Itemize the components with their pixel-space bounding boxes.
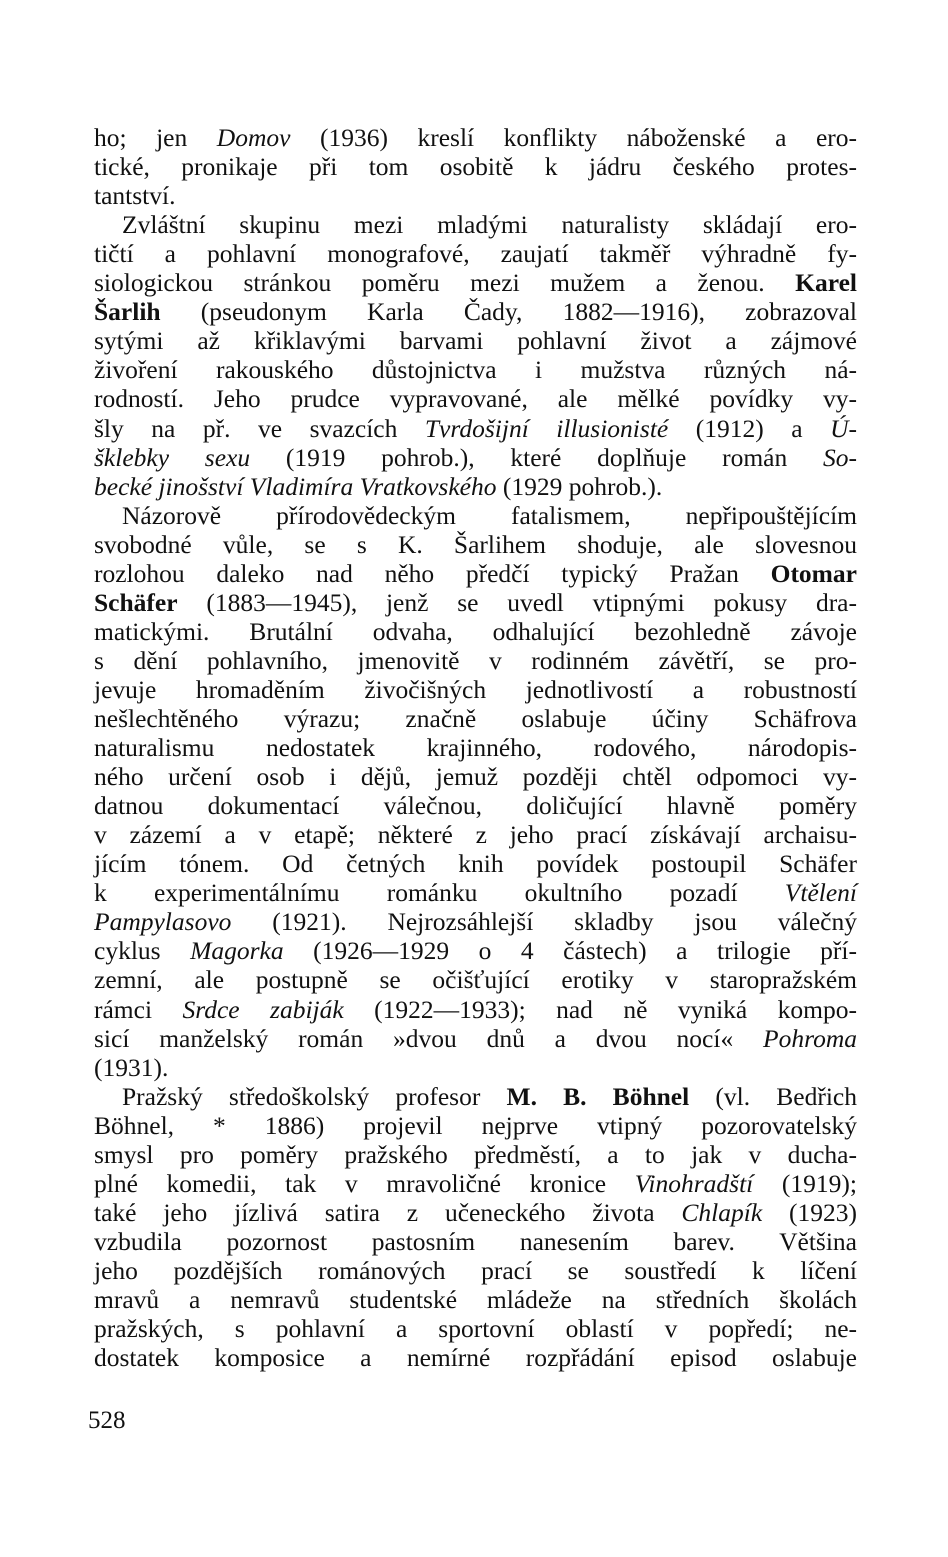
- text-run: sytými až křiklavými barvami pohlavní život a zájmové: [94, 326, 857, 356]
- text-run: (1936) kreslí konflikty náboženské a ero-: [290, 123, 857, 152]
- italic-title: Chlapík: [681, 1197, 763, 1227]
- italic-title: šklebky sexu: [94, 442, 251, 472]
- text-line: [94, 325, 857, 357]
- text-run: rodností. Jeho prudce vypravované, ale mělké povídky vy-: [94, 384, 857, 414]
- text-line: [94, 1139, 857, 1171]
- text-run: cyklus: [94, 936, 191, 966]
- text-line: [94, 1342, 857, 1374]
- text-line: [94, 122, 857, 154]
- page-number: 528: [88, 1407, 126, 1434]
- italic-title: Magorka: [190, 936, 284, 966]
- text-line: [94, 442, 857, 474]
- text-run: zemní, ale postupně se očišťující erotiky v staropražském: [94, 965, 857, 995]
- text-line: [94, 819, 857, 851]
- text-line: [122, 209, 857, 241]
- text-run: jícím tónem. Od četných knih povídek postoupil Schäfer: [94, 849, 857, 879]
- text-line: [94, 1255, 857, 1287]
- text-line: [94, 1023, 857, 1055]
- text-line: [94, 964, 857, 996]
- text-line: [94, 383, 857, 415]
- text-line: [94, 413, 857, 445]
- text-line: [94, 1197, 857, 1229]
- italic-title: Pampylasovo: [94, 907, 232, 937]
- text-line: [94, 1226, 857, 1258]
- text-run: smysl pro poměry pražského předměstí, a to jak v ducha-: [94, 1139, 857, 1169]
- italic-title: Ú-: [830, 413, 857, 443]
- text-line: [122, 500, 857, 532]
- text-line: [94, 587, 857, 619]
- text-run: Böhnel, * 1886) projevil nejprve vtipný pozorovatelský: [94, 1110, 857, 1140]
- italic-title: Vtělení: [784, 878, 857, 908]
- text-line: [94, 558, 857, 590]
- text-run: tičtí a pohlavní monografové, zaujatí takměř výhradně fy-: [94, 239, 857, 269]
- text-run: rámci: [94, 994, 183, 1024]
- text-line: [94, 354, 857, 386]
- italic-title: Vinohradští: [634, 1168, 754, 1198]
- text-run: ho; jen: [94, 123, 217, 152]
- text-run: jevuje hromaděním živočišných jednotlivostí a robustností: [94, 674, 857, 704]
- text-run: v zázemí a v etapě; některé z jeho prací získávají archaisu-: [94, 820, 857, 850]
- text-line: [94, 732, 857, 764]
- text-run: (1919 pohrob.), které doplňuje román: [250, 442, 823, 472]
- text-run: (vl. Bedřich: [689, 1081, 857, 1111]
- text-run: tické, pronikaje při tom osobitě k jádru českého protes-: [94, 152, 857, 182]
- text-line: [94, 1110, 857, 1142]
- text-run: Zvláštní skupinu mezi mladými naturalisty skládají ero-: [122, 210, 857, 240]
- text-run: (1931).: [94, 1052, 169, 1082]
- text-line: [94, 877, 857, 909]
- text-run: (1919);: [753, 1168, 857, 1198]
- text-line: [94, 761, 857, 793]
- text-run: siologickou stránkou poměru mezi mužem a ženou.: [94, 268, 796, 298]
- text-run: (1912) a: [668, 413, 831, 443]
- text-line: [94, 1284, 857, 1316]
- text-line: [94, 616, 857, 648]
- italic-title: Srdce zabiják: [182, 994, 344, 1024]
- text-line: [122, 1081, 857, 1113]
- italic-title: Pohroma: [763, 1023, 857, 1053]
- text-run: také jeho jízlivá satira z učeneckého života: [94, 1197, 682, 1227]
- text-run: (1929 pohrob.).: [496, 471, 663, 501]
- text-line: [94, 790, 857, 822]
- bold-name: Schäfer: [94, 587, 178, 617]
- text-run: (1883—1945), jenž se uvedl vtipnými pokusy dra-: [177, 587, 857, 617]
- text-line: [94, 238, 857, 270]
- text-line: [94, 1052, 857, 1084]
- italic-title: Domov: [216, 123, 291, 152]
- text-line: [94, 703, 857, 735]
- text-run: datnou dokumentací válečnou, doličující hlavně poměry: [94, 791, 857, 821]
- text-run: dostatek komposice a nemírné rozpřádání episod oslabuje: [94, 1343, 857, 1373]
- bold-name: M. B. Böhnel: [506, 1081, 690, 1111]
- text-line: [94, 180, 857, 212]
- italic-title: Tvrdošijní illusionisté: [424, 413, 669, 443]
- text-run: naturalismu nedostatek krajinného, rodového, národopis-: [94, 733, 857, 763]
- text-line: [94, 906, 857, 938]
- text-run: tantství.: [94, 181, 176, 211]
- text-run: s dění pohlavního, jmenovitě v rodinném závětří, se pro-: [94, 645, 857, 675]
- text-line: [94, 935, 857, 967]
- text-run: šly na př. ve svazcích: [94, 413, 425, 443]
- text-line: [94, 296, 857, 328]
- text-run: Pražský středoškolský profesor: [122, 1081, 507, 1111]
- text-run: (1923): [762, 1197, 857, 1227]
- text-run: (1922—1933); nad ně vyniká kompo-: [343, 994, 857, 1024]
- text-run: matickými. Brutální odvaha, odhalující bezohledně závoje: [94, 616, 857, 646]
- text-run: mravů a nemravů studentské mládeže na středních školách: [94, 1285, 857, 1314]
- text-line: [94, 848, 857, 880]
- text-run: rozlohou daleko nad něho předčí typický Pražan: [94, 558, 771, 588]
- text-run: (1926—1929 o 4 částech) a trilogie pří-: [283, 936, 857, 966]
- text-run: k experimentálnímu románku okultního pozadí: [94, 878, 785, 908]
- text-line: [94, 151, 857, 183]
- text-run: živoření rakouského důstojnictva i mužstva různých ná-: [94, 355, 857, 385]
- text-run: plné komedii, tak v mravoličné kronice: [94, 1168, 635, 1198]
- text-run: svobodné vůle, se s K. Šarlihem shoduje, ale slovesnou: [94, 529, 857, 559]
- text-run: (1921). Nejrozsáhlejší skladby jsou válečný: [231, 907, 857, 937]
- text-line: [94, 994, 857, 1026]
- italic-title: becké jinošství Vladimíra Vratkovského: [94, 471, 497, 501]
- text-run: sicí manželský román »dvou dnů a dvou nocí«: [94, 1023, 764, 1053]
- text-line: [94, 529, 857, 561]
- text-line: [94, 674, 857, 706]
- text-run: pražských, s pohlavní a sportovní oblastí v popředí; ne-: [94, 1314, 857, 1344]
- text-run: Názorově přírodovědeckým fatalismem, nepřipouštějícím: [122, 500, 857, 530]
- text-line: [94, 1313, 857, 1345]
- bold-name: Otomar: [770, 558, 857, 588]
- text-line: [94, 1168, 857, 1200]
- text-line: [94, 645, 857, 677]
- text-line: [94, 267, 857, 299]
- text-line: [94, 471, 857, 503]
- bold-name: Karel: [795, 268, 857, 298]
- text-run: ného určení osob i dějů, jemuž později chtěl odpomoci vy-: [94, 762, 857, 792]
- text-run: vzbudila pozornost pastosním nanesením barev. Většina: [94, 1226, 857, 1256]
- text-run: jeho pozdějších románových prací se soustředí k líčení: [94, 1255, 857, 1285]
- text-run: nešlechtěného výrazu; značně oslabuje účiny Schäfrova: [94, 704, 857, 733]
- bold-name: Šarlih: [94, 297, 161, 327]
- italic-title: So-: [823, 442, 857, 472]
- text-run: (pseudonym Karla Čady, 1882—1916), zobrazoval: [160, 297, 857, 327]
